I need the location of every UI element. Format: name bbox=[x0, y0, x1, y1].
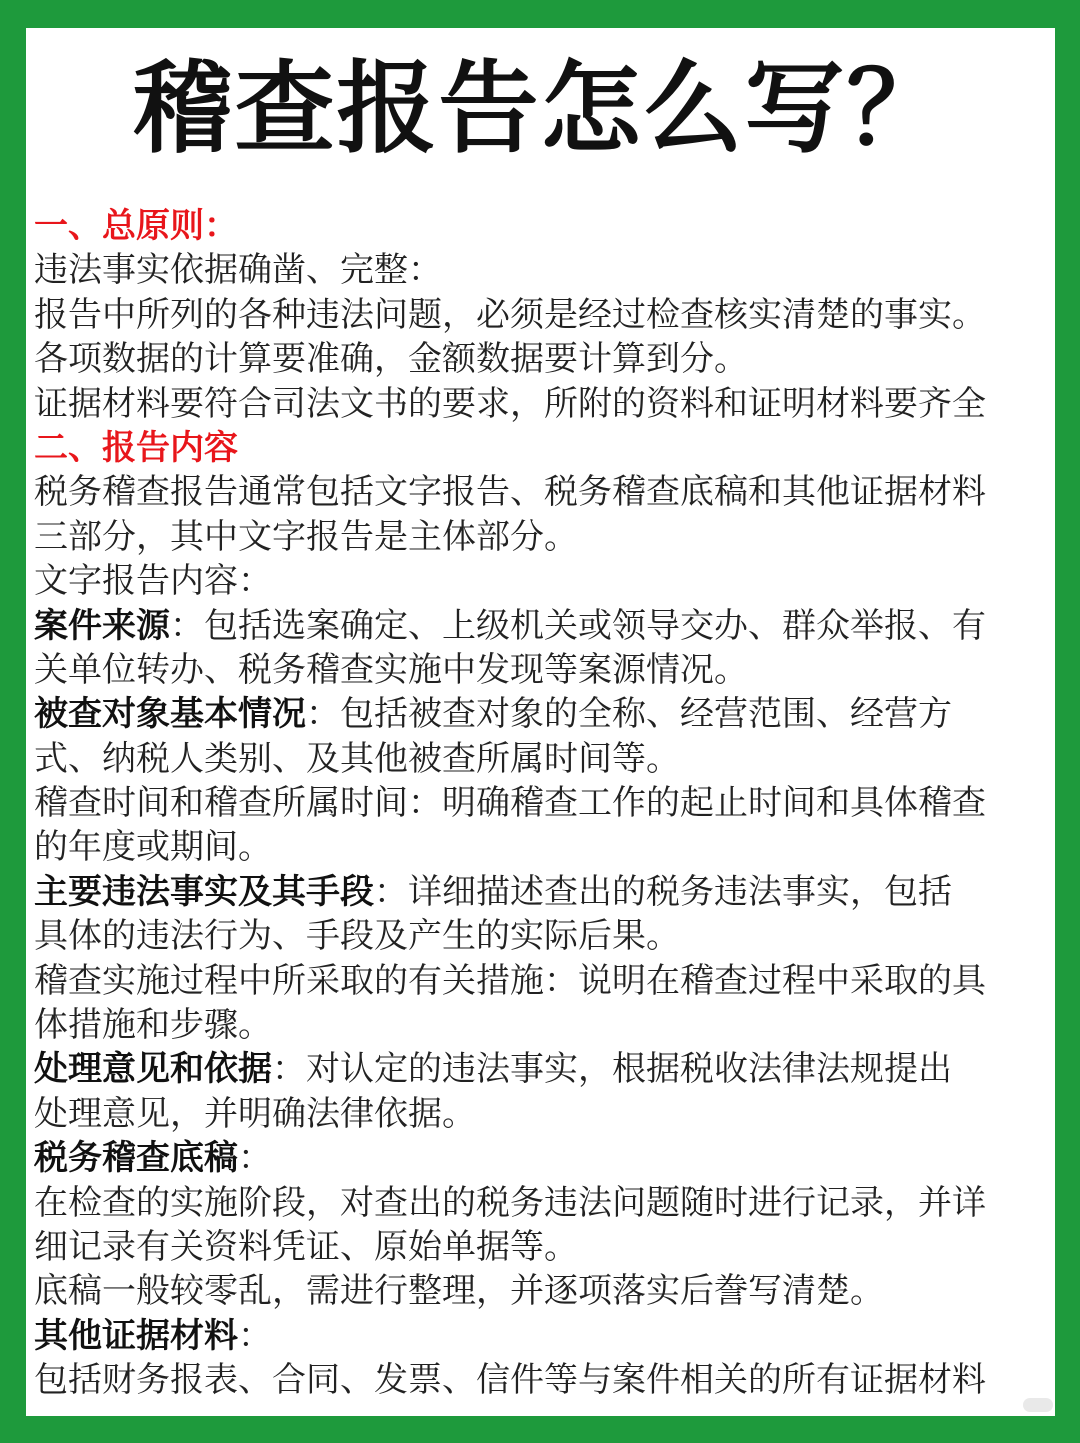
content-line-1: 税务稽查报告通常包括文字报告、税务稽查底稿和其他证据材料 bbox=[34, 472, 986, 513]
draft-line-3: 底稿一般较零乱，需进行整理，并逐项落实后誊写清楚。 bbox=[34, 1271, 884, 1312]
draft-heading-line bbox=[34, 1136, 1050, 1180]
subject-text: ：包括被查对象的全称、经营范围、经营方 bbox=[306, 694, 952, 735]
evidence-line-1: 包括财务报表、合同、发票、信件等与案件相关的所有证据材料 bbox=[34, 1360, 986, 1401]
principle-line-4: 证据材料要符合司法文书的要求，所附的资料和证明材料要齐全 bbox=[34, 383, 986, 424]
subject-line-1 bbox=[34, 692, 1050, 736]
facts-text: ：详细描述查出的税务违法事实，包括 bbox=[374, 871, 952, 912]
opinion-text: ：对认定的违法事实，根据税收法律法规提出 bbox=[272, 1049, 952, 1090]
case-source-label: 案件来源 bbox=[34, 605, 170, 646]
measures-line-1: 稽查实施过程中所采取的有关措施：说明在稽查过程中采取的具 bbox=[34, 960, 986, 1001]
section-heading-principles: 一、总原则： bbox=[34, 206, 238, 246]
time-line-1: 稽查时间和稽查所属时间：明确稽查工作的起止时间和具体稽查 bbox=[34, 783, 986, 824]
case-source-line-2: 关单位转办、税务稽查实施中发现等案源情况。 bbox=[34, 649, 748, 690]
facts-label: 主要违法事实及其手段 bbox=[34, 871, 374, 912]
draft-line-2: 细记录有关资料凭证、原始单据等。 bbox=[34, 1226, 578, 1267]
draft-colon: ： bbox=[238, 1138, 272, 1179]
case-source-line-1 bbox=[34, 604, 1050, 648]
principle-line-3: 各项数据的计算要准确，金额数据要计算到分。 bbox=[34, 339, 748, 380]
page-title: 稽查报告怎么写？ bbox=[132, 50, 949, 167]
draft-line-1: 在检查的实施阶段，对查出的税务违法问题随时进行记录，并详 bbox=[34, 1182, 986, 1223]
subject-label: 被查对象基本情况 bbox=[34, 694, 306, 735]
content-line-2: 三部分，其中文字报告是主体部分。 bbox=[34, 516, 578, 557]
draft-label: 税务稽查底稿 bbox=[34, 1138, 238, 1179]
document-body bbox=[34, 204, 1050, 1403]
time-line-2: 的年度或期间。 bbox=[34, 827, 272, 868]
opinion-label: 处理意见和依据 bbox=[34, 1049, 272, 1090]
case-source-text: ：包括选案确定、上级机关或领导交办、群众举报、有 bbox=[170, 605, 986, 646]
content-line-3: 文字报告内容： bbox=[34, 561, 272, 602]
watermark-badge bbox=[1023, 1398, 1053, 1412]
principle-line-1: 违法事实依据确凿、完整： bbox=[34, 250, 442, 291]
opinion-line-1 bbox=[34, 1047, 1050, 1091]
principle-line-2: 报告中所列的各种违法问题，必须是经过检查核实清楚的事实。 bbox=[34, 294, 986, 335]
section-heading-content: 二、报告内容 bbox=[34, 427, 238, 468]
facts-line-1 bbox=[34, 870, 1050, 914]
subject-line-2: 式、纳税人类别、及其他被查所属时间等。 bbox=[34, 738, 680, 779]
evidence-heading-line bbox=[34, 1314, 1050, 1358]
document-card bbox=[26, 28, 1055, 1416]
opinion-line-2: 处理意见，并明确法律依据。 bbox=[34, 1093, 476, 1134]
measures-line-2: 体措施和步骤。 bbox=[34, 1005, 272, 1046]
evidence-colon: ： bbox=[238, 1315, 272, 1356]
evidence-label: 其他证据材料 bbox=[34, 1315, 238, 1356]
facts-line-2: 具体的违法行为、手段及产生的实际后果。 bbox=[34, 916, 680, 957]
